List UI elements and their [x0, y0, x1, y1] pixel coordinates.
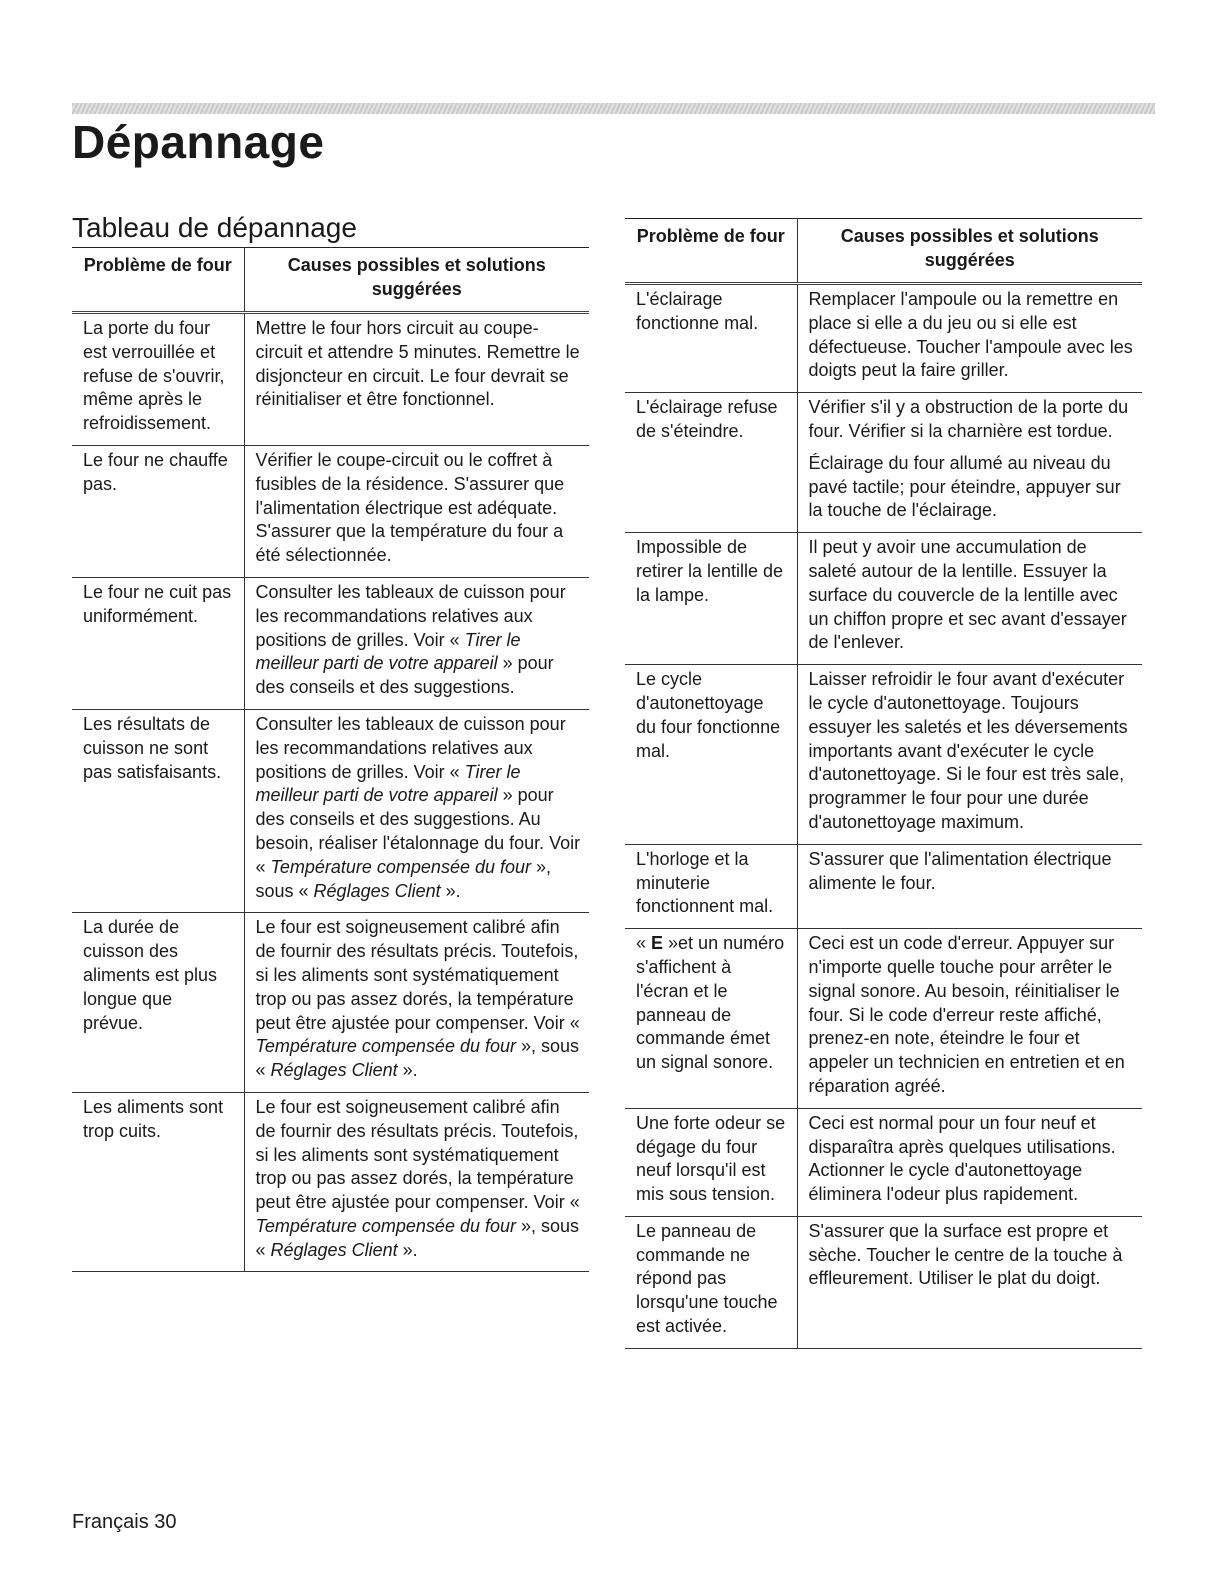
problem-cell: L'éclairage refuse de s'éteindre. [625, 393, 797, 533]
section-reference: Réglages Client [270, 1239, 398, 1260]
troubleshooting-table-left [72, 247, 589, 1272]
problem-cell [625, 929, 797, 1109]
table-header-row [625, 219, 1142, 284]
problem-cell: La porte du four est verrouillée et refuse de s'ouvrir, même après le refroidissement. [72, 313, 244, 446]
header-rule [72, 103, 1155, 114]
section-reference: Tirer le meilleur parti de votre appareil [255, 629, 521, 674]
troubleshooting-table-right-container [625, 218, 1142, 1349]
solution-text: ». [397, 1239, 418, 1260]
table-row [72, 1092, 589, 1272]
solution-text: Le four est soigneusement calibré afin de fournir des résultats précis. Toutefois, si les aliments sont systématiquement trop ou pas assez dorés, la température peut être ajustée pour compenser. Voir « [255, 917, 580, 1033]
problem-cell: Le panneau de commande ne répond pas lorsqu'une touche est activée. [625, 1216, 797, 1348]
solution-cell: Laisser refroidir le four avant d'exécuter le cycle d'autonettoyage. Toujours essuyer les saletés et les déversements importants avant d'exécuter le cycle d'autonettoyage. Si le four est très sale, programmer le four pour une durée d'autonettoyage maximum. [797, 665, 1142, 845]
solution-cell [244, 577, 589, 709]
solution-text: Consulter les tableaux de cuisson pour les recommandations relatives aux positions de grilles. Voir « [255, 713, 566, 782]
table-row [625, 1108, 1142, 1216]
solution-paragraph: Éclairage du four allumé au niveau du pavé tactile; pour éteindre, appuyer sur la touche de l'éclairage. [808, 452, 1121, 521]
solution-cell: Ceci est un code d'erreur. Appuyer sur n'importe quelle touche pour arrêter le signal sonore. Au besoin, réinitialiser le four. Si le code d'erreur reste affiché, prenez-en note, éteindre le four et appeler un technicien en entretien et en réparation agréé. [797, 929, 1142, 1109]
troubleshooting-table-right [625, 218, 1142, 1349]
section-reference: Réglages Client [270, 1060, 398, 1081]
table-row [625, 929, 1142, 1109]
problem-cell: Impossible de retirer la lentille de la lampe. [625, 533, 797, 665]
problem-cell: L'horloge et la minuterie fonctionnent mal. [625, 844, 797, 928]
table-header-row [72, 248, 589, 313]
problem-text: « [636, 933, 652, 954]
table-row [625, 284, 1142, 393]
problem-cell: Le cycle d'autonettoyage du four fonctionne mal. [625, 665, 797, 845]
solution-text: », sous « [255, 1036, 580, 1081]
table-row [625, 1216, 1142, 1348]
problem-cell: L'éclairage fonctionne mal. [625, 284, 797, 393]
table-row [72, 709, 589, 912]
troubleshooting-table-left-container [72, 247, 589, 1272]
solution-cell [797, 393, 1142, 533]
solution-cell: Ceci est normal pour un four neuf et disparaîtra après quelques utilisations. Actionner le cycle d'autonettoyage éliminera l'odeur plus rapidement. [797, 1108, 1142, 1216]
table-row [625, 393, 1142, 533]
solution-text: ». [397, 1060, 418, 1081]
solution-cell: Vérifier le coupe-circuit ou le coffret à fusibles de la résidence. S'assurer que l'alimentation électrique est adéquate. S'assurer que la température du four a été sélectionnée. [244, 445, 589, 577]
section-reference: Température compensée du four [255, 1036, 516, 1057]
header-causes: Causes possibles et solutions suggérées [797, 219, 1142, 284]
section-reference: Réglages Client [313, 880, 441, 901]
solution-cell [244, 1092, 589, 1272]
solution-cell: Mettre le four hors circuit au coupe-circuit et attendre 5 minutes. Remettre le disjoncteur en circuit. Le four devrait se réinitialiser et être fonctionnel. [244, 313, 589, 446]
problem-cell: La durée de cuisson des aliments est plus longue que prévue. [72, 913, 244, 1093]
solution-text: », sous « [255, 1215, 580, 1260]
section-reference: Température compensée du four [255, 1215, 516, 1236]
solution-cell [244, 913, 589, 1093]
solution-cell: S'assurer que la surface est propre et sèche. Toucher le centre de la touche à effleurement. Utiliser le plat du doigt. [797, 1216, 1142, 1348]
table-row [72, 577, 589, 709]
table-row [625, 533, 1142, 665]
problem-cell: Le four ne chauffe pas. [72, 445, 244, 577]
table-row [625, 665, 1142, 845]
solution-cell: Il peut y avoir une accumulation de saleté autour de la lentille. Essuyer la surface du couvercle de la lentille avec un chiffon propre et sec avant d'essayer de l'enlever. [797, 533, 1142, 665]
solution-paragraph: Vérifier s'il y a obstruction de la porte du four. Vérifier si la charnière est tordue. [808, 397, 1129, 441]
problem-cell: Les résultats de cuisson ne sont pas satisfaisants. [72, 709, 244, 912]
section-title: Tableau de dépannage [72, 212, 357, 243]
page-title: Dépannage [72, 116, 325, 168]
table-row [72, 913, 589, 1093]
solution-cell: S'assurer que l'alimentation électrique alimente le four. [797, 844, 1142, 928]
header-problem: Problème de four [625, 219, 797, 284]
problem-text: »et un numéro s'affichent à l'écran et le panneau de commande émet un signal sonore. [636, 933, 785, 1073]
page-footer: Français 30 [72, 1511, 177, 1533]
header-problem: Problème de four [72, 248, 244, 313]
table-row [625, 844, 1142, 928]
error-code: E [651, 933, 664, 954]
solution-text: Le four est soigneusement calibré afin de fournir des résultats précis. Toutefois, si les aliments sont systématiquement trop ou pas assez dorés, la température peut être ajustée pour compenser. Voir « [255, 1096, 580, 1213]
solution-text: » pour des conseils et des suggestions. Au besoin, réaliser l'étalonnage du four. Voir « [255, 785, 581, 877]
problem-cell: Une forte odeur se dégage du four neuf lorsqu'il est mis sous tension. [625, 1108, 797, 1216]
solution-text: ». [440, 880, 461, 901]
solution-text: Consulter les tableaux de cuisson pour les recommandations relatives aux positions de grilles. Voir « [255, 581, 566, 650]
solution-cell [244, 709, 589, 912]
solution-cell: Remplacer l'ampoule ou la remettre en place si elle a du jeu ou si elle est défectueuse. Toucher l'ampoule avec les doigts peut la faire griller. [797, 284, 1142, 393]
table-row [72, 445, 589, 577]
table-row [72, 313, 589, 446]
problem-cell: Les aliments sont trop cuits. [72, 1092, 244, 1272]
problem-cell: Le four ne cuit pas uniformément. [72, 577, 244, 709]
solution-text: » pour des conseils et des suggestions. [255, 653, 554, 698]
header-causes: Causes possibles et solutions suggérées [244, 248, 589, 313]
section-reference: Température compensée du four [270, 856, 532, 877]
solution-text: », sous « [255, 856, 552, 901]
section-reference: Tirer le meilleur parti de votre appareil [255, 761, 521, 806]
